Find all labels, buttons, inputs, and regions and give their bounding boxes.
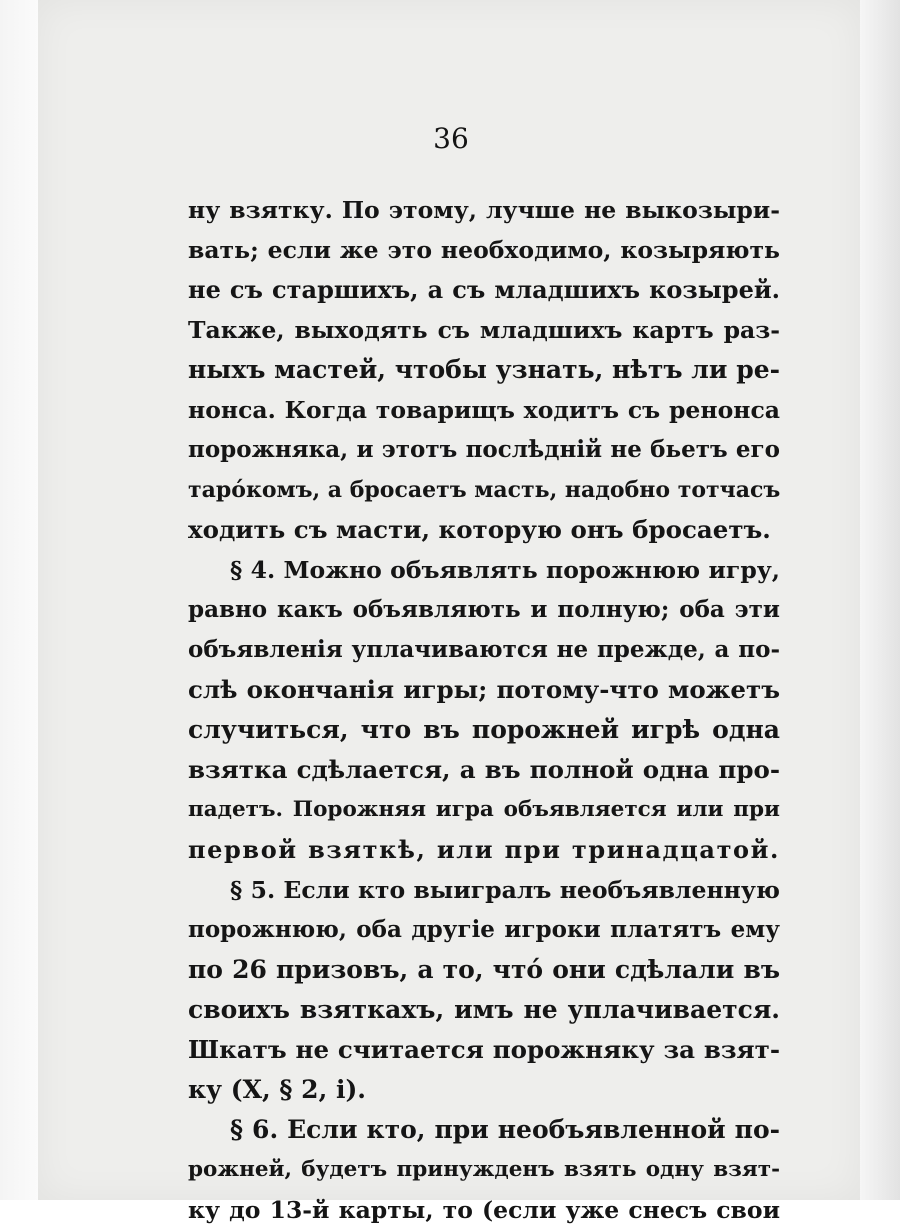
text-line: порожнюю, оба другіе игроки платятъ ему: [188, 916, 780, 943]
paragraph-4-start: § 4. Можно объявлять порожнюю игру,: [230, 556, 780, 584]
text-line: Также, выходять съ младшихъ картъ раз-: [188, 316, 780, 344]
paragraph-5-start: § 5. Если кто выигралъ необъявленную: [230, 876, 780, 904]
text-line: объявленія уплачиваются не прежде, а по-: [188, 636, 780, 663]
text-line: своихъ взяткахъ, имъ не уплачивается.: [188, 995, 780, 1024]
text-line: слѣ окончанія игры; потому-что можетъ: [188, 675, 780, 704]
page-number: 36: [433, 122, 469, 155]
text-line: порожняка, и этотъ послѣдній не бьетъ его: [188, 436, 780, 463]
text-line: ку до 13-й карты, то (если уже снесъ свои: [188, 1196, 780, 1224]
text-line: по 26 призовъ, а то, что́ они сдѣлали въ: [188, 955, 780, 984]
text-line: не съ старшихъ, а съ младшихъ козырей.: [188, 275, 780, 304]
text-line: вать; если же это необходимо, козыряють: [188, 236, 780, 264]
text-line: Шкатъ не считается порожняку за взят-: [188, 1035, 780, 1064]
paragraph-6-start: § 6. Если кто, при необъявленной по-: [230, 1115, 780, 1144]
text-line: первой взяткѣ, или при тринадцатой.: [188, 835, 780, 864]
text-line: ку (X, § 2, i).: [188, 1075, 367, 1104]
text-line: ну взятку. По этому, лучше не выкозыри-: [188, 196, 780, 224]
text-line: нонса. Когда товарищъ ходитъ съ ренонса: [188, 396, 780, 424]
body-text: [188, 190, 780, 1230]
text-line: ныхъ мастей, чтобы узнать, нѣтъ ли ре-: [188, 355, 780, 384]
text-line: падетъ. Порожняя игра объявляется или при: [188, 797, 780, 822]
text-line: взятка сдѣлается, а въ полной одна про-: [188, 755, 780, 784]
text-line: случиться, что въ порожней игрѣ одна: [188, 715, 780, 744]
text-line: таро́комъ, а бросаетъ масть, надобно тотчасъ: [188, 477, 781, 503]
text-line: ходить съ масти, которую онъ бросаетъ.: [188, 515, 771, 544]
text-line: равно какъ объявляють и полную; оба эти: [188, 596, 780, 623]
text-line: рожней, будетъ принужденъ взять одну взят-: [188, 1157, 780, 1182]
